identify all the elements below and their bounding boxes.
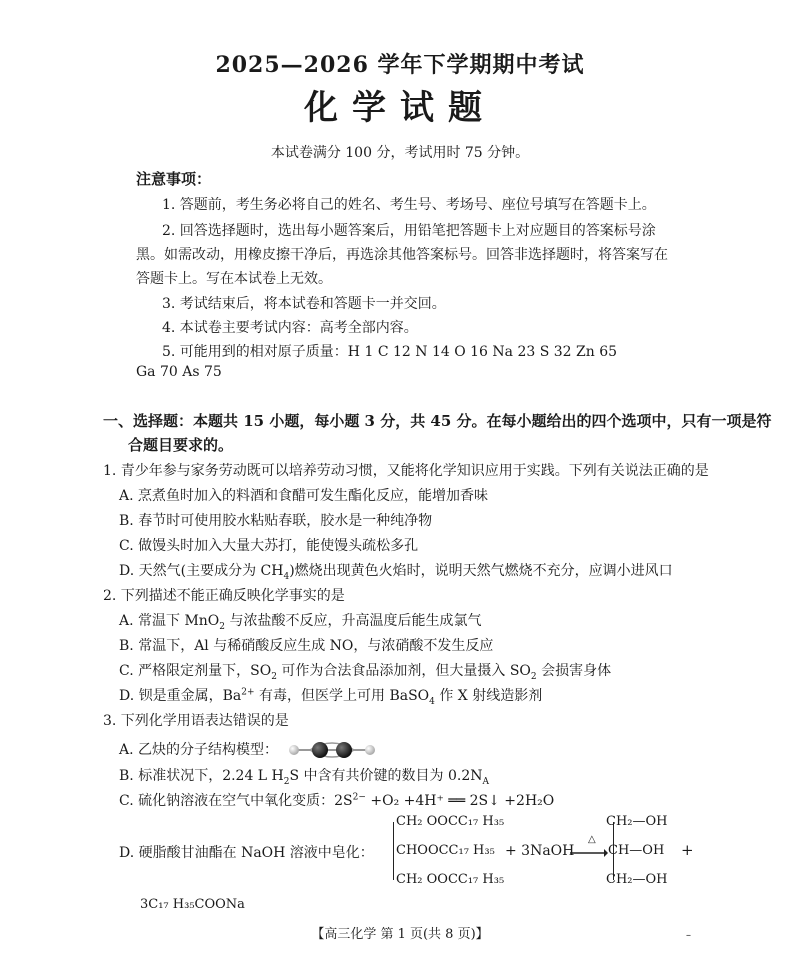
note-line: 黑。如需改动，用橡皮擦干净后，再选涂其他答案标号。回答非选择题时，将答案写在 [136, 247, 668, 263]
glyceride-bond-line [393, 822, 394, 880]
q1-option-d: D. 天然气(主要成分为 $CH_4$)燃烧出现黄色火焰时，说明天然气燃烧不充分，应调小进风口 [119, 563, 673, 582]
q3-option-c: C. 硫化钠溶液在空气中氧化变质：$2S^{2-} +O_2 +4H^+$ ══ 2S↓ +2H₂O [119, 792, 555, 809]
q1-option-a: A. 烹煮鱼时加入的料酒和食醋可发生酯化反应，能增加香味 [119, 488, 489, 504]
reagent-naoh: + 3NaOH [505, 843, 575, 859]
q3-option-a: A. 乙炔的分子结构模型： [119, 738, 378, 762]
note-line: 答题卡上。写在本试卷上无效。 [136, 271, 332, 287]
glycerol-row1: CH₂—OH [606, 814, 668, 829]
note-line: 4. 本试卷主要考试内容：高考全部内容。 [162, 320, 418, 336]
note-line: 5. 可能用到的相对原子质量：H 1 C 12 N 14 O 16 Na 23 S 32 Zn 65 [162, 344, 618, 360]
glycerol-row2: CH—OH [608, 843, 665, 858]
section-heading-cont: 合题目要求的。 [128, 436, 234, 454]
glyceride-row1: CH₂ OOCC₁₇ H₃₅ [396, 814, 505, 829]
q1-option-b: B. 春节时可使用胶水粘贴春联，胶水是一种纯净物 [119, 513, 433, 529]
glyceride-row3: CH₂ OOCC₁₇ H₃₅ [396, 872, 505, 887]
glycerol-row3: CH₂—OH [606, 872, 668, 887]
q2-option-b: B. 常温下，Al 与稀硝酸反应生成 NO，与浓硝酸不发生反应 [119, 638, 494, 654]
q3-stem: 3. 下列化学用语表达错误的是 [103, 713, 289, 729]
q2-option-d: D. 钡是重金属，$Ba^{2+}$ 有毒，但医学上可用 BaSO$_4$ 作 X 射线造影剂 [119, 687, 543, 707]
note-line: 3. 考试结束后，将本试卷和答题卡一并交回。 [162, 296, 446, 312]
exam-title-line2: 化学试题 [304, 88, 496, 128]
section-heading: 一、选择题：本题共 15 小题，每小题 3 分，共 45 分。在每小题给出的四个选项中，只有一项是符 [103, 412, 772, 430]
acetylene-model-icon [286, 738, 378, 762]
plus-sign: + [681, 841, 694, 859]
page-footer: 【高三化学 第 1 页(共 8 页)】 [311, 927, 489, 942]
note-line: 1. 答题前，考生务必将自己的姓名、考生号、考场号、座位号填写在答题卡上。 [162, 197, 656, 213]
exam-title-line1: 2025—2026 学年下学期期中考试 [215, 52, 585, 78]
q2-option-c: C. 严格限定剂量下，$SO_2$ 可作为合法食品添加剂，但大量摄入 $SO_2$ 会损害身体 [119, 663, 612, 682]
q3-option-b: B. 标准状况下，2.24 L $H_2S$ 中含有共价键的数目为 $0.2N_A$ [119, 768, 490, 787]
q1-option-c: C. 做馒头时加入大量大苏打，能使馒头疏松多孔 [119, 538, 419, 554]
product-soap: 3C₁₇ H₃₅COONa [140, 897, 245, 912]
q1-stem: 1. 青少年参与家务劳动既可以培养劳动习惯，又能将化学知识应用于实践。下列有关说法正确的是 [103, 463, 709, 479]
q3-option-d-label: D. 硬脂酸甘油酯在 NaOH 溶液中皂化： [119, 845, 374, 861]
heat-symbol: △ [588, 834, 596, 845]
notes-title: 注意事项： [136, 170, 212, 188]
q2-stem: 2. 下列描述不能正确反映化学事实的是 [103, 588, 345, 604]
corner-mark: – [686, 930, 691, 941]
note-line: Ga 70 As 75 [136, 364, 222, 380]
q2-option-a: A. 常温下 MnO$_2$ 与浓盐酸不反应，升高温度后能生成氯气 [119, 613, 482, 632]
note-line: 2. 回答选择题时，选出每小题答案后，用铅笔把答题卡上对应题目的答案标号涂 [162, 223, 656, 239]
glyceride-row2: CHOOCC₁₇ H₃₅ [396, 843, 495, 858]
exam-info: 本试卷满分 100 分，考试用时 75 分钟。 [270, 145, 530, 161]
reaction-arrow-icon [570, 848, 608, 858]
